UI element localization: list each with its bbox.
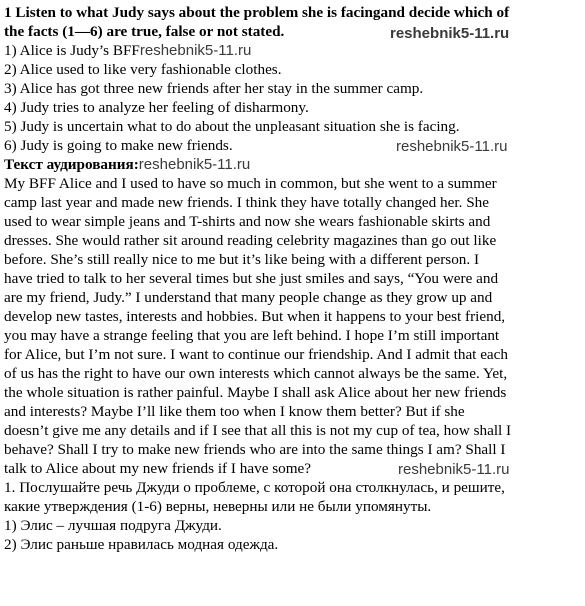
translation-line: какие утверждения (1-6) верны, неверны или не были упомянуты.	[4, 498, 432, 515]
statement-6	[4, 136, 581, 155]
transcript-line: camp last year and made new friends. I think they have totally changed her. She	[4, 194, 489, 211]
transcript-line: the whole situation is rather painful. Maybe I shall ask Alice about her new friends	[4, 384, 507, 401]
transcript-line: develop new tastes, interests and hobbies. But when it happens to your best friend,	[4, 308, 506, 325]
transcript-line: you may have a strange feeling that you are left behind. I hope I’m still important	[4, 327, 500, 344]
translation-line: 2) Элис раньше нравилась модная одежда.	[4, 536, 279, 553]
transcript-body	[4, 174, 581, 478]
watermark: reshebnik5-11.ru	[390, 25, 510, 42]
translation-line: 1. Послушайте речь Джуди о проблеме, с которой она столкнулась, и решите,	[4, 479, 505, 496]
transcript-line: are my friend, Judy.” I understand that many people change as they grow up and	[4, 289, 493, 306]
task-title-text: the facts (1—6) are true, false or not stated.	[4, 23, 285, 40]
task-title-line-2	[4, 22, 581, 41]
transcript-line: My BFF Alice and I used to have so much in common, but she went to a summer	[4, 175, 497, 192]
watermark: reshebnik5-11.ru	[138, 156, 251, 173]
statement-4: 4) Judy tries to analyze her feeling of disharmony.	[4, 99, 309, 116]
translation-line: 1) Элис – лучшая подруга Джуди.	[4, 517, 222, 534]
watermark: reshebnik5-11.ru	[139, 42, 252, 59]
transcript-line: and interests? Maybe I’ll like them too when I know them better? But if she	[4, 403, 465, 420]
statement-text: 6) Judy is going to make new friends.	[4, 137, 233, 154]
transcript-line: before. She’s still really nice to me but it’s like being with a different person. I	[4, 251, 480, 268]
statement-text: 1) Alice is Judy’s BFF	[4, 42, 140, 59]
statement-1	[4, 41, 581, 60]
transcript-line: doesn’t give me any details and if I see that all this is not my cup of tea, how shall I	[4, 422, 512, 439]
transcript-line: used to wear simple jeans and T-shirts and now she wears fashionable skirts and	[4, 213, 491, 230]
watermark: reshebnik5-11.ru	[398, 461, 510, 478]
task-title-line-1: 1 Listen to what Judy says about the problem she is facingand decide which of	[4, 4, 510, 21]
statement-2: 2) Alice used to like very fashionable clothes.	[4, 61, 282, 78]
transcript-line: dresses. She would rather sit around reading celebrity magazines than go out like	[4, 232, 497, 249]
transcript-line: have tried to talk to her several times but she just smiles and says, “You were and	[4, 270, 499, 287]
transcript-heading-line	[4, 155, 581, 174]
watermark: reshebnik5-11.ru	[396, 138, 508, 155]
transcript-line: for Alice, but I’m not sure. I want to continue our friendship. And I admit that each	[4, 346, 509, 363]
transcript-line	[4, 459, 581, 478]
transcript-line: behave? Shall I try to make new friends who are into the same things I am? Shall I	[4, 441, 506, 458]
transcript-line: of us has the right to have our own interests which cannot always be the same. Yet,	[4, 365, 508, 382]
statement-3: 3) Alice has got three new friends after her stay in the summer camp.	[4, 80, 424, 97]
transcript-line-text: talk to Alice about my new friends if I have some?	[4, 460, 312, 477]
transcript-heading: Текст аудирования:	[4, 156, 139, 173]
statement-5: 5) Judy is uncertain what to do about the unpleasant situation she is facing.	[4, 118, 460, 135]
translation-block	[4, 478, 581, 554]
